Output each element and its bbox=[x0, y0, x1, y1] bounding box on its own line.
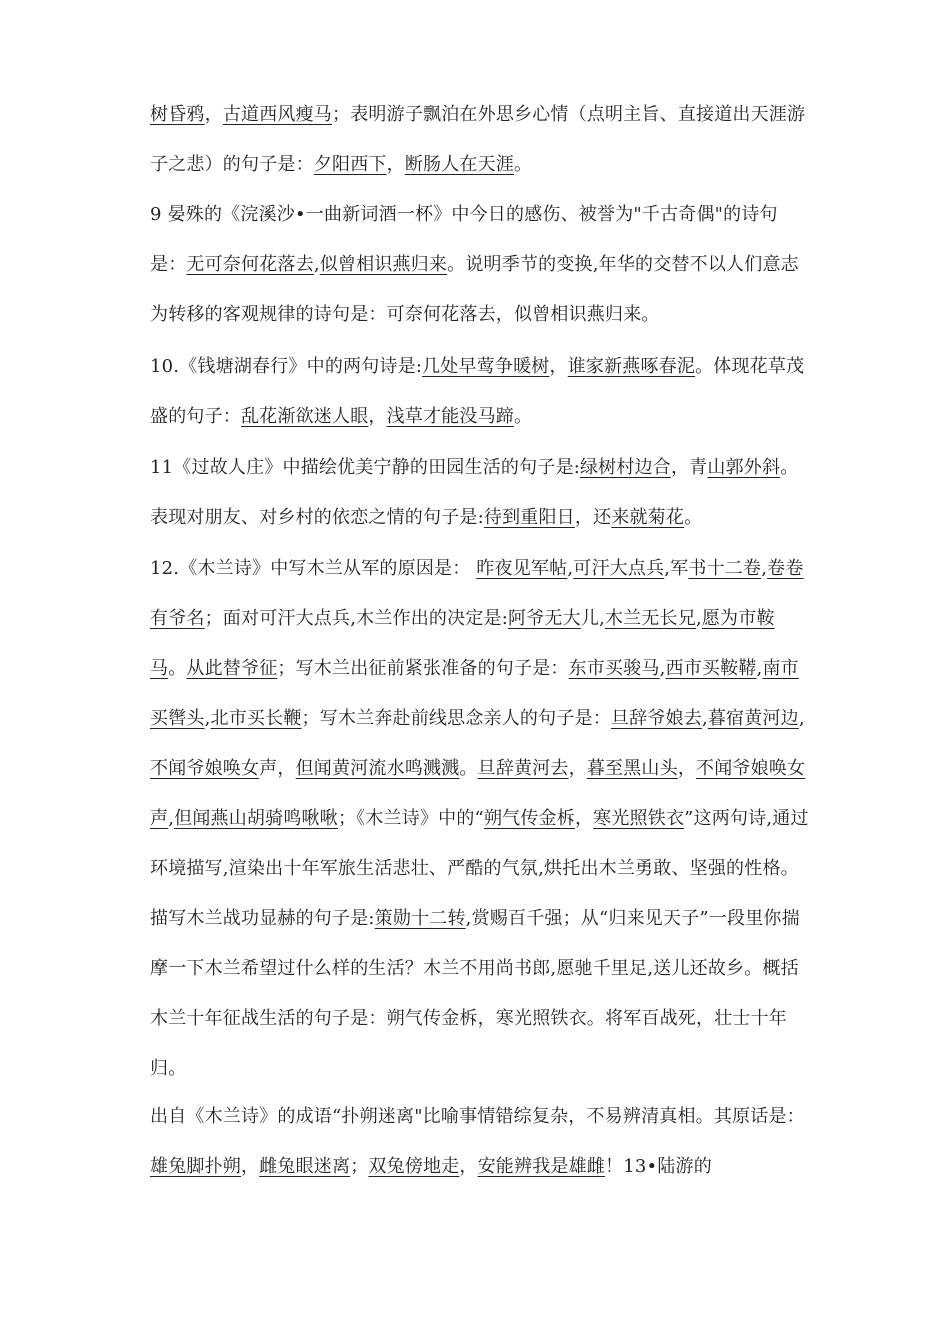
text-run: ；写木兰出征前紧张准备的句子是： bbox=[277, 658, 569, 679]
underlined-quote: 似曾相识燕归来 bbox=[319, 254, 448, 275]
text-run: 。 bbox=[514, 406, 533, 427]
underlined-quote: 从此替爷征 bbox=[186, 658, 278, 679]
text-run: , bbox=[168, 808, 175, 829]
text-run: ；表明游子飘泊在外思乡心情（点明主旨、直接道出天涯游子之悲）的句子是： bbox=[150, 104, 806, 175]
paragraph-item-10 bbox=[150, 342, 810, 442]
text-run: ， bbox=[549, 356, 568, 377]
text-run: 。体现花草茂盛的句子： bbox=[150, 356, 805, 427]
text-run: , bbox=[313, 254, 320, 275]
text-run: 出自《木兰诗》的成语“扑朔迷离"比喻事情错综复杂，不易辨清真相。其原话是： bbox=[150, 1106, 805, 1127]
underlined-quote: 不闻爷娘唤女声 bbox=[150, 758, 806, 829]
text-run: 儿, bbox=[580, 608, 605, 629]
text-run: 。 bbox=[684, 507, 703, 528]
underlined-quote: 寒光照铁衣 bbox=[593, 808, 685, 829]
text-run: 10.《钱塘湖春行》中的两句诗是: bbox=[150, 356, 423, 377]
underlined-quote: 无可奈何花落去 bbox=[186, 254, 314, 275]
text-run: ！13•陆游的 bbox=[605, 1156, 712, 1177]
text-run: ，还 bbox=[574, 507, 612, 528]
text-run: , bbox=[567, 558, 574, 579]
underlined-quote: 卷卷有爷名 bbox=[150, 558, 804, 629]
text-run: 。 bbox=[514, 154, 533, 175]
underlined-quote: 愿为市鞍马 bbox=[150, 608, 775, 679]
underlined-quote: 树昏鸦 bbox=[150, 104, 205, 125]
text-run: ， bbox=[568, 758, 587, 779]
text-run: ， bbox=[459, 1156, 478, 1177]
text-run: 9 晏殊的《浣溪沙•一曲新词酒一杯》中今日的感伤、被誉为"千古奇偶"的诗句是： bbox=[150, 204, 778, 275]
text-run: 12.《木兰诗》中写木兰从军的原因是： bbox=[150, 558, 477, 579]
text-run: ， bbox=[204, 104, 223, 125]
underlined-quote: 来就菊花 bbox=[611, 507, 685, 528]
text-run: , bbox=[695, 608, 702, 629]
text-run: , bbox=[761, 558, 768, 579]
paragraph-tianjingsha-end bbox=[150, 90, 810, 190]
text-run: , bbox=[659, 658, 666, 679]
text-run: , bbox=[204, 708, 211, 729]
underlined-quote: 木兰无长兄 bbox=[604, 608, 696, 629]
underlined-quote: 乱花渐欲迷人眼 bbox=[241, 406, 369, 427]
text-run: 。说明季节的变换,年华的交替不以人们意志为转移的客观规律的诗句是：可奈何花落去，似曾相识燕归来。 bbox=[150, 254, 799, 325]
underlined-quote: 双兔傍地走 bbox=[368, 1156, 460, 1177]
paragraph-item-11 bbox=[150, 443, 810, 543]
underlined-quote: 书十二卷 bbox=[688, 558, 762, 579]
text-run: ；《木兰诗》中的“ bbox=[337, 808, 484, 829]
underlined-quote: 可汗大点兵 bbox=[573, 558, 665, 579]
text-run: ， bbox=[574, 808, 594, 829]
underlined-quote: 朔气传金柝 bbox=[483, 808, 575, 829]
text-run: ；面对可汗大点兵,木兰作出的决定是: bbox=[204, 608, 508, 629]
underlined-quote: 古道西风瘦马 bbox=[222, 104, 333, 125]
underlined-quote: 南市买辔头 bbox=[150, 658, 799, 729]
text-run: 。 bbox=[168, 658, 187, 679]
underlined-quote: 夕阳西下 bbox=[313, 154, 387, 175]
text-run: 。表现对朋友、对乡村的依恋之情的句子是: bbox=[150, 457, 799, 528]
paragraph-item-12 bbox=[150, 544, 810, 1094]
text-run: 11《过故人庄》中描绘优美宁静的田园生活的句子是: bbox=[150, 457, 580, 478]
underlined-quote: 雄兔脚扑朔 bbox=[150, 1156, 241, 1177]
text-run: ， bbox=[386, 154, 405, 175]
underlined-quote: 但闻黄河流水鸣溅溅 bbox=[295, 758, 460, 779]
underlined-quote: 策勋十二转 bbox=[374, 908, 466, 929]
underlined-quote: 旦辞爷娘去 bbox=[610, 708, 702, 729]
underlined-quote: 昨夜见军帖 bbox=[476, 558, 568, 579]
text-run: 。 bbox=[459, 758, 478, 779]
text-run: 声， bbox=[259, 758, 296, 779]
underlined-quote: 东市买骏马 bbox=[568, 658, 660, 679]
text-run: ，青 bbox=[670, 457, 708, 478]
text-run: ； bbox=[350, 1156, 369, 1177]
text-run: ， bbox=[368, 406, 387, 427]
underlined-quote: 断肠人在天涯 bbox=[404, 154, 515, 175]
underlined-quote: 北市买长鞭 bbox=[210, 708, 302, 729]
paragraph-idiom-pushuo-mili bbox=[150, 1092, 810, 1192]
underlined-quote: 旦辞黄河去 bbox=[477, 758, 569, 779]
underlined-quote: 雌兔眼迷离 bbox=[259, 1156, 351, 1177]
text-run: , bbox=[701, 708, 708, 729]
paragraph-item-9 bbox=[150, 190, 810, 340]
underlined-quote: 浅草才能没马蹄 bbox=[386, 406, 515, 427]
text-run: ；写木兰奔赴前线思念亲人的句子是： bbox=[301, 708, 611, 729]
underlined-quote: 安能辨我是雄雌 bbox=[477, 1156, 606, 1177]
underlined-quote: 阿爷无大 bbox=[508, 608, 581, 629]
underlined-quote: 几处早莺争暖树 bbox=[422, 356, 550, 377]
text-run: , bbox=[756, 658, 763, 679]
underlined-quote: 暮宿黄河边 bbox=[707, 708, 799, 729]
text-run: ”这两句诗,通过环境描写,渲染出十年军旅生活悲壮、严酷的气氛,烘托出木兰勇敢、坚强的性格。描写木兰战功显赫的句子是: bbox=[150, 808, 809, 929]
text-run: ， bbox=[241, 1156, 260, 1177]
underlined-quote: 暮至黑山头 bbox=[586, 758, 678, 779]
underlined-quote: 待到重阳日 bbox=[483, 507, 575, 528]
underlined-quote: 不闻爷娘唤女 bbox=[150, 758, 260, 779]
text-run: ， bbox=[677, 758, 697, 779]
text-run: ,军 bbox=[664, 558, 689, 579]
underlined-quote: 山郭外斜 bbox=[707, 457, 781, 478]
underlined-quote: 绿树村边合 bbox=[579, 457, 671, 478]
underlined-quote: 谁家新燕啄春泥 bbox=[567, 356, 696, 377]
text-run: ,赏赐百千强；从“归来见天子”一段里你揣摩一下木兰希望过什么样的生活？木兰不用尚书郎,愿驰千里足,送儿还故乡。概括木兰十年征战生活的句子是：朔气传金柝，寒光照铁衣。将军百战死，壮士十年归。 bbox=[150, 908, 800, 1079]
text-run: , bbox=[798, 708, 805, 729]
underlined-quote: 但闻燕山胡骑鸣啾啾 bbox=[174, 808, 338, 829]
underlined-quote: 西市买鞍鞯 bbox=[665, 658, 757, 679]
